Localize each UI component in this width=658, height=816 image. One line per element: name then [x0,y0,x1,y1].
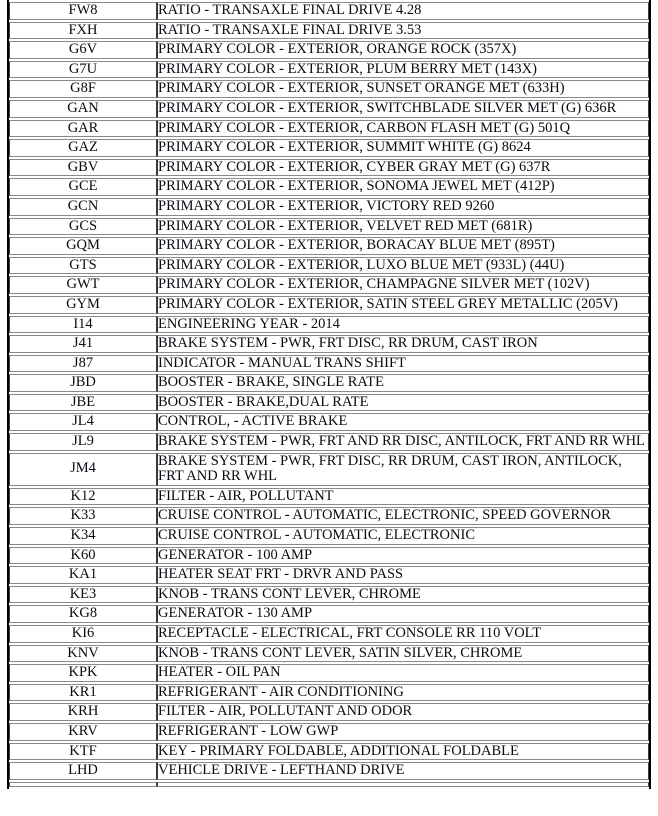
rpo-code-cell: JBD [9,374,157,392]
rpo-description-cell: HEATER SEAT FRT - DRVR AND PASS [157,566,649,584]
rpo-description-cell: PRIMARY COLOR - EXTERIOR, CYBER GRAY MET (G) 637R [157,159,649,177]
rpo-code-cell: GAZ [9,139,157,157]
rpo-code-cell: KPK [9,664,157,682]
table-row [9,237,649,255]
rpo-description-cell: BOOSTER - BRAKE, SINGLE RATE [157,374,649,392]
rpo-code-cell: I14 [9,316,157,334]
rpo-code-cell: GCE [9,178,157,196]
rpo-description-cell: RATIO - TRANSAXLE FINAL DRIVE 4.28 [157,2,649,20]
table-row [9,2,649,20]
table-row [9,276,649,294]
rpo-code-cell: K12 [9,488,157,506]
trailing-empty-row [9,782,649,787]
rpo-code-cell: GAN [9,100,157,118]
table-row [9,374,649,392]
rpo-code-cell: GWT [9,276,157,294]
rpo-code-cell: JL4 [9,413,157,431]
table-row [9,433,649,451]
rpo-code-cell: J87 [9,355,157,373]
table-row [9,566,649,584]
table-row [9,664,649,682]
rpo-description-cell: BRAKE SYSTEM - PWR, FRT DISC, RR DRUM, CAST IRON, ANTILOCK, FRT AND RR WHL [157,453,649,486]
table-row [9,645,649,663]
table-row [9,22,649,40]
rpo-code-cell: GAR [9,120,157,138]
table-row [9,762,649,780]
table-row [9,218,649,236]
table-row [9,586,649,604]
rpo-code-cell: JBE [9,394,157,412]
rpo-code-cell: K60 [9,547,157,565]
rpo-description-cell: GENERATOR - 100 AMP [157,547,649,565]
rpo-code-cell: J41 [9,335,157,353]
rpo-description-cell: PRIMARY COLOR - EXTERIOR, PLUM BERRY MET (143X) [157,61,649,79]
table-row [9,684,649,702]
rpo-description-cell: KNOB - TRANS CONT LEVER, CHROME [157,586,649,604]
rpo-description-cell: PRIMARY COLOR - EXTERIOR, ORANGE ROCK (357X) [157,41,649,59]
rpo-code-cell: KTF [9,743,157,761]
rpo-code-cell: KRV [9,723,157,741]
table-row [9,488,649,506]
rpo-code-cell: GCN [9,198,157,216]
rpo-description-cell: CONTROL, - ACTIVE BRAKE [157,413,649,431]
table-row [9,198,649,216]
rpo-description-cell [157,782,649,787]
rpo-description-cell: RECEPTACLE - ELECTRICAL, FRT CONSOLE RR 110 VOLT [157,625,649,643]
table-row [9,394,649,412]
rpo-code-cell: KNV [9,645,157,663]
rpo-description-cell: PRIMARY COLOR - EXTERIOR, SUMMIT WHITE (G) 8624 [157,139,649,157]
table-row [9,61,649,79]
table-row [9,453,649,486]
rpo-code-cell: JM4 [9,453,157,486]
table-row [9,316,649,334]
rpo-code-cell: K33 [9,507,157,525]
rpo-description-cell: PRIMARY COLOR - EXTERIOR, VICTORY RED 9260 [157,198,649,216]
rpo-code-cell: KA1 [9,566,157,584]
rpo-code-cell: G7U [9,61,157,79]
table-row [9,625,649,643]
rpo-description-cell: ENGINEERING YEAR - 2014 [157,316,649,334]
rpo-code-cell: KR1 [9,684,157,702]
table-row [9,507,649,525]
table-row [9,296,649,314]
rpo-description-cell: CRUISE CONTROL - AUTOMATIC, ELECTRONIC [157,527,649,545]
rpo-description-cell: BRAKE SYSTEM - PWR, FRT AND RR DISC, ANTILOCK, FRT AND RR WHL [157,433,649,451]
rpo-description-cell: FILTER - AIR, POLLUTANT AND ODOR [157,703,649,721]
rpo-description-cell: INDICATOR - MANUAL TRANS SHIFT [157,355,649,373]
rpo-code-table [7,0,651,789]
rpo-description-cell: PRIMARY COLOR - EXTERIOR, VELVET RED MET (681R) [157,218,649,236]
rpo-code-cell [9,782,157,787]
rpo-description-cell: PRIMARY COLOR - EXTERIOR, SATIN STEEL GREY METALLIC (205V) [157,296,649,314]
rpo-code-cell: G6V [9,41,157,59]
rpo-code-cell: GQM [9,237,157,255]
rpo-description-cell: CRUISE CONTROL - AUTOMATIC, ELECTRONIC, SPEED GOVERNOR [157,507,649,525]
rpo-code-cell: G8F [9,80,157,98]
table-row [9,605,649,623]
rpo-code-cell: GYM [9,296,157,314]
rpo-description-cell: PRIMARY COLOR - EXTERIOR, SONOMA JEWEL MET (412P) [157,178,649,196]
rpo-code-cell: JL9 [9,433,157,451]
table-row [9,178,649,196]
rpo-code-cell: FXH [9,22,157,40]
table-row [9,723,649,741]
rpo-description-cell: BRAKE SYSTEM - PWR, FRT DISC, RR DRUM, CAST IRON [157,335,649,353]
rpo-description-cell: KNOB - TRANS CONT LEVER, SATIN SILVER, CHROME [157,645,649,663]
rpo-description-cell: PRIMARY COLOR - EXTERIOR, LUXO BLUE MET (933L) (44U) [157,257,649,275]
rpo-description-cell: FILTER - AIR, POLLUTANT [157,488,649,506]
table-row [9,159,649,177]
rpo-code-cell: GTS [9,257,157,275]
rpo-description-cell: REFRIGERANT - LOW GWP [157,723,649,741]
rpo-code-cell: LHD [9,762,157,780]
rpo-code-cell: KI6 [9,625,157,643]
table-row [9,743,649,761]
rpo-description-cell: GENERATOR - 130 AMP [157,605,649,623]
table-row [9,80,649,98]
table-row [9,41,649,59]
rpo-code-cell: GCS [9,218,157,236]
rpo-description-cell: REFRIGERANT - AIR CONDITIONING [157,684,649,702]
table-row [9,413,649,431]
rpo-code-cell: KG8 [9,605,157,623]
table-row [9,547,649,565]
table-row [9,703,649,721]
table-row [9,335,649,353]
table-row [9,100,649,118]
rpo-description-cell: PRIMARY COLOR - EXTERIOR, CHAMPAGNE SILVER MET (102V) [157,276,649,294]
table-row [9,355,649,373]
rpo-description-cell: VEHICLE DRIVE - LEFTHAND DRIVE [157,762,649,780]
rpo-code-cell: K34 [9,527,157,545]
rpo-description-cell: RATIO - TRANSAXLE FINAL DRIVE 3.53 [157,22,649,40]
rpo-description-cell: PRIMARY COLOR - EXTERIOR, SUNSET ORANGE MET (633H) [157,80,649,98]
rpo-description-cell: PRIMARY COLOR - EXTERIOR, CARBON FLASH MET (G) 501Q [157,120,649,138]
table-row [9,527,649,545]
rpo-description-cell: PRIMARY COLOR - EXTERIOR, SWITCHBLADE SILVER MET (G) 636R [157,100,649,118]
rpo-code-cell: GBV [9,159,157,177]
table-row [9,257,649,275]
rpo-description-cell: BOOSTER - BRAKE,DUAL RATE [157,394,649,412]
rpo-description-cell: PRIMARY COLOR - EXTERIOR, BORACAY BLUE MET (895T) [157,237,649,255]
rpo-table-body [9,2,649,787]
rpo-code-cell: KE3 [9,586,157,604]
table-row [9,120,649,138]
rpo-code-cell: FW8 [9,2,157,20]
rpo-description-cell: HEATER - OIL PAN [157,664,649,682]
rpo-description-cell: KEY - PRIMARY FOLDABLE, ADDITIONAL FOLDABLE [157,743,649,761]
table-row [9,139,649,157]
rpo-code-cell: KRH [9,703,157,721]
